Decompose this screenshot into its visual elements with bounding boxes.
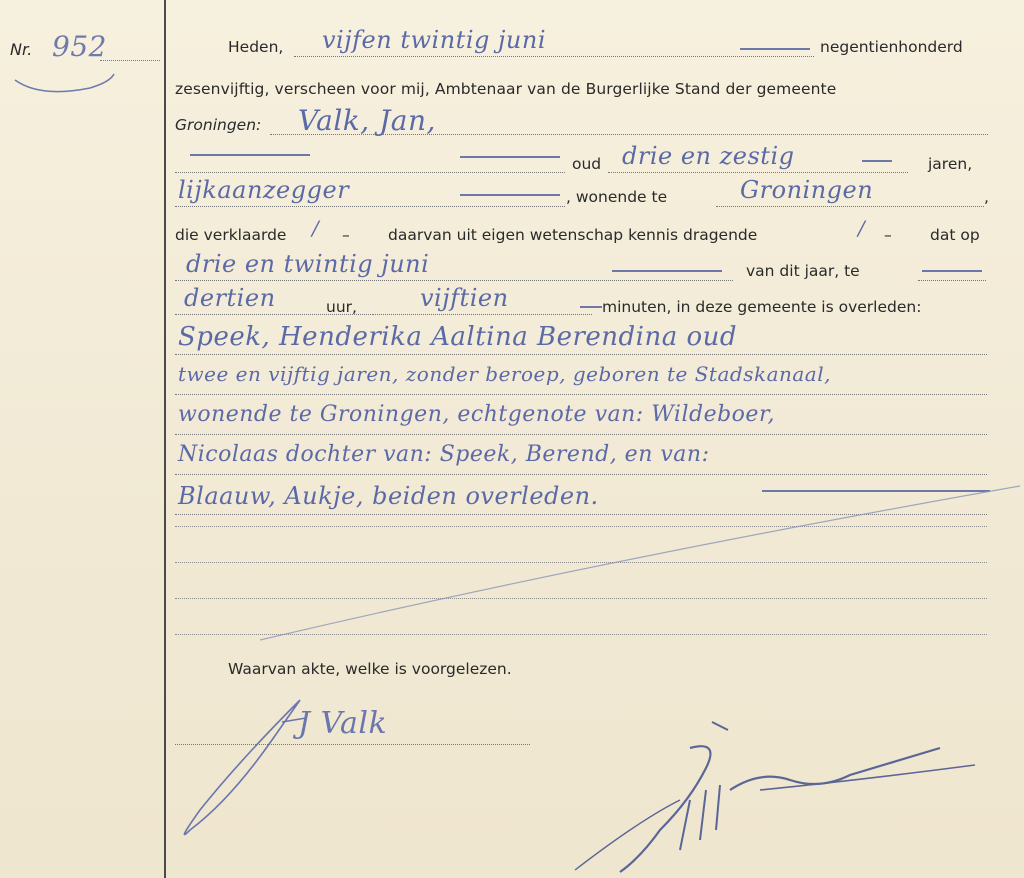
text-dash: – bbox=[884, 226, 892, 244]
hw-death-date: drie en twintig juni bbox=[186, 250, 430, 278]
text-negentienhonderd: negentienhonderd bbox=[820, 38, 963, 56]
text-closing: Waarvan akte, welke is voorgelezen. bbox=[228, 660, 512, 678]
text-heden: Heden, bbox=[228, 38, 284, 56]
text-comma: , bbox=[984, 188, 989, 206]
hw-declarant-occupation: lijkaanzegger bbox=[178, 176, 350, 204]
text-line2: zesenvijftig, verscheen voor mij, Ambtenaar van de Burgerlijke Stand der gemeente bbox=[175, 80, 837, 98]
hw-deceased-line4: Nicolaas dochter van: Speek, Berend, en van: bbox=[178, 442, 710, 467]
hw-date-day: vijfen twintig juni bbox=[322, 26, 547, 54]
text-dash: – bbox=[342, 226, 350, 244]
text-minuten: minuten, in deze gemeente is overleden: bbox=[602, 298, 922, 316]
text-wonende-te: , wonende te bbox=[566, 188, 668, 206]
hw-declarant-name: Valk, Jan, bbox=[298, 104, 436, 137]
hw-declarant-age: drie en zestig bbox=[622, 142, 795, 170]
hw-deceased-line1: Speek, Henderika Aaltina Berendina oud bbox=[178, 322, 738, 352]
register-number-label: Nr. bbox=[10, 40, 33, 59]
text-daarvan: daarvan uit eigen wetenschap kennis dragende bbox=[388, 226, 758, 244]
text-dat-op: dat op bbox=[930, 226, 980, 244]
register-number-value: 952 bbox=[52, 30, 107, 63]
hw-mark: / bbox=[858, 216, 866, 240]
text-jaren: jaren, bbox=[928, 155, 973, 173]
hw-signature-declarant: J Valk bbox=[298, 706, 388, 741]
text-van-dit-jaar: van dit jaar, te bbox=[746, 262, 860, 280]
text-die-verklaarde: die verklaarde bbox=[175, 226, 287, 244]
text-groningen: Groningen: bbox=[175, 116, 262, 134]
hw-death-minutes: vijftien bbox=[420, 284, 509, 312]
hw-deceased-line5: Blaauw, Aukje, beiden overleden. bbox=[178, 482, 599, 510]
hw-declarant-residence: Groningen bbox=[740, 176, 874, 204]
hw-death-hour: dertien bbox=[184, 284, 276, 312]
hw-deceased-line2: twee en vijftig jaren, zonder beroep, geboren te Stadskanaal, bbox=[178, 362, 831, 386]
text-uur: uur, bbox=[326, 298, 357, 316]
hw-deceased-line3: wonende te Groningen, echtgenote van: Wildeboer, bbox=[178, 402, 776, 427]
hw-mark: / bbox=[312, 216, 320, 240]
text-oud: oud bbox=[572, 155, 602, 173]
